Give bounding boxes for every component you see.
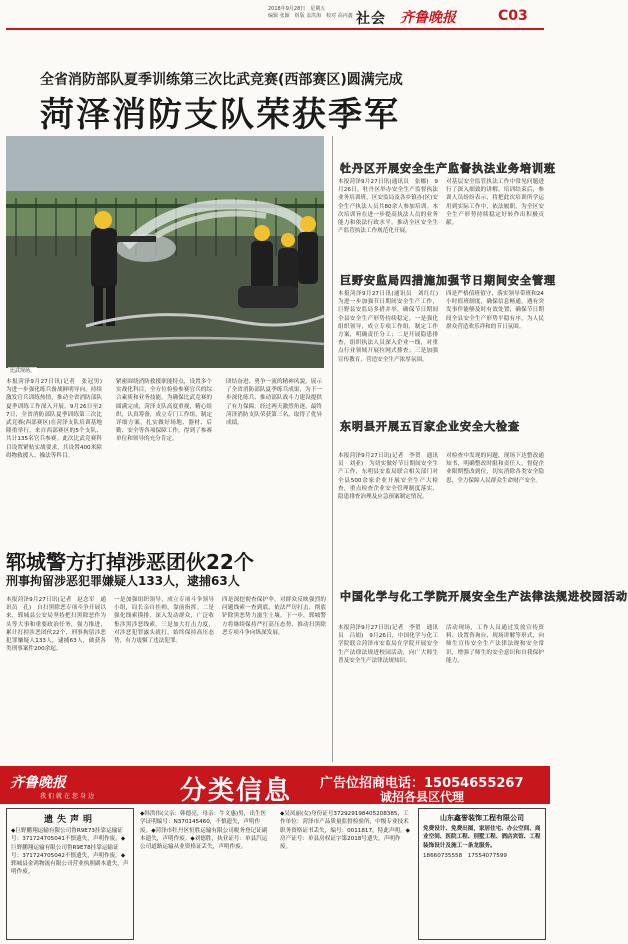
photo-caption: 比武现场。	[10, 368, 36, 374]
story1-title: 牡丹区开展安全生产监督执法业务培训班	[340, 162, 556, 175]
lead-kicker: 全省消防部队夏季训练第三次比武竞赛(西部赛区)圆满完成	[40, 72, 403, 88]
ad4-title: 山东鑫誉装饰工程有限公司	[440, 814, 524, 822]
lead-photo	[6, 136, 324, 368]
ad1-text: ◆巨野鹏翔运输有限公司鲁R9E73挂靠运输证号：371724705041不慎遗失，声明作废。◆巨野鹏翔运输有限公司鲁R9E78挂靠运输证号：371724705042不慎遗失，声明作废。◆郓城县金鸿物流有限公司营业执照副本遗失，声明作废。	[11, 828, 129, 876]
story-bottom-subhead: 刑事拘留涉恶犯罪嫌疑人133人，逮捕63人	[6, 574, 240, 588]
banner-area: 诚招各县区代理	[380, 790, 465, 804]
story4-left: 本报菏泽9月27日讯(记者 李贺 通讯员 吕娟) 9月26日，中国化学与化工学院联合菏泽市安监局在学院开展安全生产法律法规进校园活动，向广大师生普及安全生产法律法规知识。	[338, 625, 438, 664]
ad1-title: 遗失声明	[43, 815, 96, 825]
banner-title: 分类信息	[180, 776, 293, 806]
story-bottom-headline: 郓城警方打掉涉恶团伙22个	[6, 550, 254, 574]
newspaper-brand: 齐鲁晚报	[400, 10, 456, 26]
classified-ad-4	[418, 808, 546, 940]
classified-ad-2: ◆韩洪伟(父亲：韩德亮，母亲：牛文惠)男，出生医学证明编号：N370145460，不慎遗失，声明作废。◆菏泽市牡丹区恒胜运输有限公司税务登记证副本遗失，声明作废。◆刘德胜，执业证号：单县汽运公司道路运输从业资格证丢失，声明作废。	[140, 811, 268, 851]
firefighter-drill-image	[6, 136, 324, 368]
story2-title: 巨野安监局四措施加强节日期间安全管理	[340, 274, 556, 287]
classified-ad-3: ◆吴凤丽(女)身份证号372929198405208385，工作单位：菏泽市产品质量监督检验所，中级专业技术职务资格证书丢失，编号：0011817，特此声明。◆房产证号：单县房权证字第2018号遗失，声明作废。	[280, 811, 410, 851]
story-bottom-col2: 一是加强组织领导，成立专项斗争领导小组，局长亲自挂帅，靠前指挥。二是强化线索摸排，深入发动群众，广泛收集涉黑涉恶线索。三是加大打击力度，对涉恶犯罪露头就打，始终保持高压态势，有力震慑了违法犯罪。	[114, 597, 214, 645]
story2-right: 四是严格值班值守，落实领导带班和24小时值班制度，确保信息畅通，遇有突发事件能够及时有效处置，确保节日期间全县安全生产形势平稳有序，为人民群众营造欢乐祥和的节日氛围。	[446, 291, 544, 330]
header-date	[268, 6, 353, 20]
lead-col2: 紧密围绕消防救援职能特点，设置多个实战化科目，全方位检验参赛官兵的综合素质和业务技能。为确保比武竞赛的圆满完成，菏泽支队高度重视，精心组织，认真筹备，成立专门工作组，制定详细方案，扎实做好场地、器材、后勤、安全等各项保障工作，得到了参赛单位和领导的充分肯定。	[116, 379, 212, 443]
story1-right: 对基层安全监管执法工作中常见问题进行了深入细致的讲解。培训结束后，参训人员纷纷表示，将把此次培训所学运用到实际工作中，依法履职，为全区安全生产形势持续稳定好转作出积极贡献。	[446, 179, 544, 227]
lead-col3: 团结奋进、勇争一流的精神风貌，展示了全省消防部队夏季练兵成果，为下一步深化练兵、推动部队战斗力建设提供了有力保障。经过两天激烈角逐，最终菏泽消防支队荣获第三名，取得了优异成绩。	[226, 379, 322, 427]
banner-brand: 齐鲁晚报	[10, 775, 66, 791]
ad4-text: 免费设计、免费出图，家居住宅、办公空间、商业空间、医院工程、别墅工程、酒店宾馆、工程装饰设计及施工一条龙服务。	[423, 826, 541, 849]
story3-right: 对检查中发现的问题，现场下达整改通知书，明确整改时限和责任人，督促企业限期整改到位，切实消除各类安全隐患，全力保障人民群众生命财产安全。	[446, 453, 544, 484]
story-bottom-col3: 四是深挖彻查保护伞，对群众反映强烈的问题线索一查到底，依法严厉打击，彻底铲除黑恶势力滋生土壤。下一步，郓城警方将继续保持严打高压态势，推动扫黑除恶专项斗争向纵深发展。	[222, 597, 326, 636]
header-rule	[6, 28, 544, 30]
story4-title: 中国化学与化工学院开展安全生产法律法规进校园活动	[340, 590, 628, 603]
section-name: 社会	[356, 11, 386, 27]
lead-col1: 本报菏泽9月27日讯(记者 张冠男) 为进一步强化练兵备战鲜明导向，持续激发官兵训练热情，推动全省消防部队夏季训练工作深入开展，9月26日至27日，全省消防部队夏季训练第三次比武竞赛(西部赛区)在菏泽支队培训基地隆重举行，来自西部赛区的5个支队、共计135名官兵参赛。此次比武竞赛科目设置紧贴实战要求，共设置400米障碍物救援人、操法等科目。	[6, 379, 108, 459]
story2-left: 本报菏泽9月27日讯(通讯员 刘红红) 为进一步加强节日期间安全生产工作，巨野县安监局多措并举，确保节日期间全县安全生产形势持续稳定。一是强化组织领导，成立专项工作组，制定工作方案，明确责任分工；二是开展隐患排查，组织执法人员深入企业一线，对重点行业领域开展拉网式排查；三是加强宣传教育，营造安全生产浓厚氛围。	[338, 291, 444, 363]
story4-right: 活动现场，工作人员通过发放宣传资料、设置咨询台、现场讲解等形式，向师生宣传安全生产法律法规和安全常识，增强了师生的安全意识和自我保护能力。	[446, 625, 544, 664]
page-number: C03	[498, 8, 528, 24]
ad4-tel: 18660735558 17554077599	[423, 852, 507, 859]
story3-title: 东明县开展五百家企业安全大检查	[340, 420, 520, 433]
column-divider	[332, 136, 333, 762]
lead-headline: 菏泽消防支队荣获季军	[40, 95, 400, 135]
banner-slogan: 我们就在您身边	[40, 793, 97, 800]
story-bottom-col1: 本报菏泽9月27日讯(记者 赵念军 通讯员 孔) 自扫黑除恶专项斗争开展以来，郓城县公安局坚持把扫黑除恶作为头等大事和重要政治任务，强力推进，累计打掉涉恶团伙22个，刑事拘留涉恶犯罪嫌疑人133人，逮捕63人，破获各类刑事案件200余起。	[6, 597, 106, 653]
header-editor-line: 编辑 张颖 组版 盖洪海 校对 高丙鑫	[268, 13, 353, 19]
banner-phone: 广告位招商电话：15054655267	[320, 776, 524, 791]
story1-left: 本报菏泽9月27日讯(通讯员 张娜) 9月26日，牡丹区举办安全生产监督执法业务培训班，区安监局及各乡镇办(区)安全生产执法人员共80余人参加培训。本次培训旨在进一步提高执法人员的业务能力和依法行政水平，推动全区安全生产监管执法工作规范化开展。	[338, 179, 438, 235]
classified-ad-1	[6, 808, 134, 940]
header-date-line: 2018年9月28日 星期五	[268, 6, 326, 12]
story3-left: 本报菏泽9月27日讯(记者 李贺 通讯员 刘亚) 为切实做好节日期间安全生产工作，东明县安监局联合相关部门对全县500余家企业开展安全生产大检查，重点检查企业安全管理制度落实、隐患排查治理及应急预案制定情况。	[338, 453, 438, 501]
